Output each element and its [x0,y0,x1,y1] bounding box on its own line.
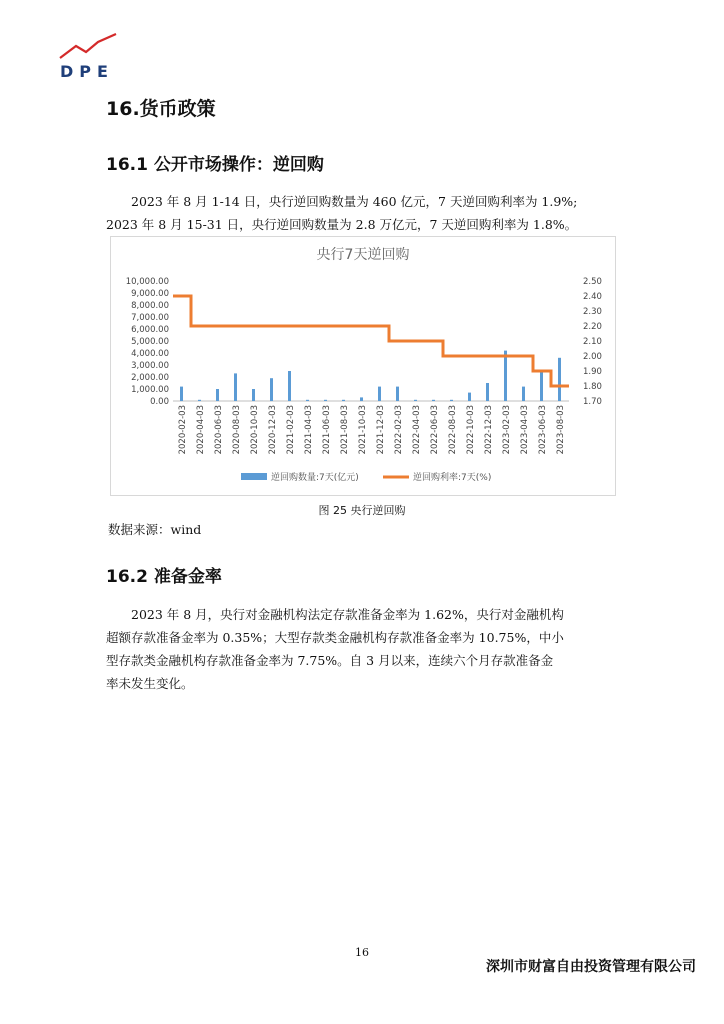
x-tick-label: 2020-04-03 [196,405,206,455]
left-tick-label: 7,000.00 [131,313,169,323]
bar-mark [360,397,363,401]
right-tick-label: 2.50 [583,277,602,287]
x-tick-label: 2021-12-03 [376,405,386,455]
x-tick-label: 2023-08-03 [556,405,566,455]
subsection-title-reverse-repo: 16.1 公开市场操作：逆回购 [106,155,324,175]
bar-mark [432,400,435,401]
paragraph-line: 2023 年 8 月，央行对金融机构法定存款准备金率为 1.62%，央行对金融机构 [131,607,564,622]
x-tick-label: 2020-02-03 [178,405,188,455]
legend-label-volume: 逆回购数量:7天(亿元) [271,473,359,483]
x-tick-label: 2020-06-03 [214,405,224,455]
left-tick-label: 2,000.00 [131,373,169,383]
bar-mark [396,387,399,401]
x-tick-label: 2022-12-03 [484,405,494,455]
subsection-title-reserve-ratio: 16.2 准备金率 [106,567,222,587]
right-tick-label: 2.30 [583,307,602,317]
chart-title: 央行7天逆回购 [316,247,410,263]
x-tick-label: 2020-12-03 [268,405,278,455]
bar-mark [234,373,237,401]
x-tick-label: 2021-02-03 [286,405,296,455]
left-tick-label: 9,000.00 [131,289,169,299]
left-tick-label: 5,000.00 [131,337,169,347]
left-tick-label: 3,000.00 [131,361,169,371]
x-tick-label: 2020-08-03 [232,405,242,455]
bar-mark [306,400,309,401]
paragraph-line: 型存款类金融机构存款准备金率为 7.75%。自 3 月以来，连续六个月存款准备金 [106,653,554,668]
section-title: 16.货币政策 [106,98,216,120]
right-tick-label: 2.00 [583,352,602,362]
paragraph-line: 2023 年 8 月 15-31 日，央行逆回购数量为 2.8 万亿元，7 天逆回购利率为 1.8%。 [106,217,578,232]
x-tick-label: 2020-10-03 [250,405,260,455]
left-tick-label: 1,000.00 [131,385,169,395]
legend-swatch-volume [241,473,267,480]
right-tick-label: 1.90 [583,367,602,377]
bar-mark [288,371,291,401]
x-tick-label: 2023-06-03 [538,405,548,455]
logo-text: DPE [60,62,114,81]
x-tick-label: 2022-06-03 [430,405,440,455]
bar-mark [522,387,525,401]
logo-swoosh [60,34,116,58]
x-tick-label: 2022-04-03 [412,405,422,455]
reserve-ratio-paragraph [106,603,618,695]
bar-mark [558,358,561,401]
x-tick-label: 2023-04-03 [520,405,530,455]
x-tick-label: 2022-08-03 [448,405,458,455]
paragraph-line: 率未发生变化。 [106,676,194,691]
bar-mark [504,351,507,401]
chart-svg [111,237,615,495]
right-tick-label: 1.80 [583,382,602,392]
reverse-repo-chart [110,236,616,496]
right-tick-label: 2.40 [583,292,602,302]
bar-mark [216,389,219,401]
right-tick-label: 2.10 [583,337,602,347]
footer-company-name: 深圳市财富自由投资管理有限公司 [486,959,696,975]
left-tick-label: 10,000.00 [125,277,169,287]
bar-mark [378,387,381,401]
bar-mark [468,393,471,401]
left-tick-label: 4,000.00 [131,349,169,359]
legend-label-rate: 逆回购利率:7天(%) [413,473,492,483]
bar-mark [324,400,327,401]
page-number: 16 [355,946,369,959]
left-tick-label: 0.00 [150,397,169,407]
x-tick-label: 2021-06-03 [322,405,332,455]
x-tick-label: 2021-04-03 [304,405,314,455]
paragraph-line: 超额存款准备金率为 0.35%；大型存款类金融机构存款准备金率为 10.75%，中小 [106,630,564,645]
left-tick-label: 6,000.00 [131,325,169,335]
bar-mark [486,383,489,401]
right-tick-label: 1.70 [583,397,602,407]
bar-mark [180,387,183,401]
bar-mark [198,400,201,401]
figure-caption: 图 25 央行逆回购 [318,504,406,517]
x-tick-label: 2022-02-03 [394,405,404,455]
bar-mark [342,400,345,401]
right-tick-label: 2.20 [583,322,602,332]
bar-mark [540,370,543,401]
bar-mark [450,400,453,401]
bar-mark [252,389,255,401]
left-tick-label: 8,000.00 [131,301,169,311]
x-tick-label: 2022-10-03 [466,405,476,455]
x-tick-label: 2021-10-03 [358,405,368,455]
rate-step-line [173,296,569,386]
bar-mark [414,400,417,401]
reverse-repo-paragraph [106,190,618,236]
x-tick-label: 2023-02-03 [502,405,512,455]
data-source: 数据来源：wind [108,522,202,537]
paragraph-line: 2023 年 8 月 1-14 日，央行逆回购数量为 460 亿元，7 天逆回购利率为 1.9%; [131,194,578,209]
bar-mark [270,378,273,401]
x-tick-label: 2021-08-03 [340,405,350,455]
